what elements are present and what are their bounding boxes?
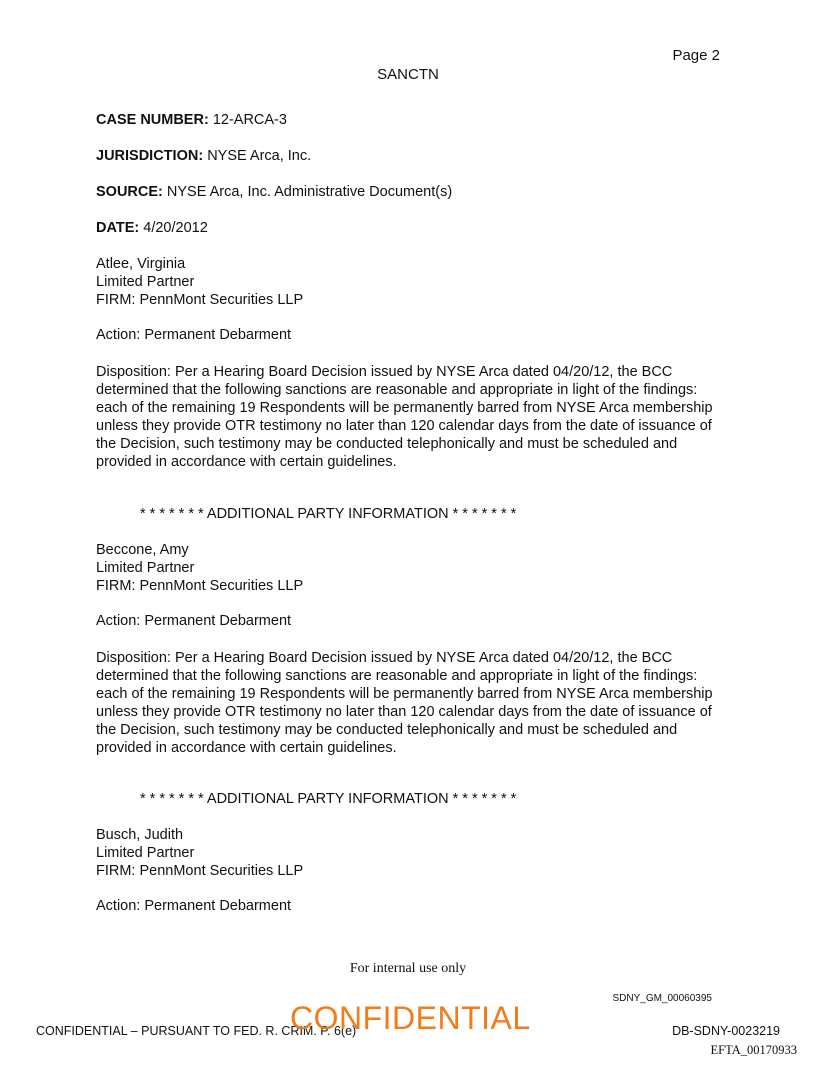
party-block [96, 826, 303, 880]
party-name: Busch, Judith [96, 827, 184, 843]
bates-number-db: DB-SDNY-0023219 [672, 1024, 780, 1038]
efta-number: EFTA_00170933 [710, 1043, 797, 1057]
party-disposition: Disposition: Per a Hearing Board Decision issued by NYSE Arca dated 04/20/12, the BCC determined that the following sanctions are reasonable and appropriate in light of the findings: each of the remaining 19 Respondents will be permanently barred from NYSE Arca membership unless they provide OTR testimony no later than 120 calendar days from the date of issuance of the Decision, such testimony may be conducted telephonically and must be scheduled and provided in accordance with certain guidelines. [96, 364, 713, 470]
jurisdiction-value: NYSE Arca, Inc. [207, 148, 312, 164]
date-label: DATE: [96, 220, 140, 236]
party-firm: FIRM: PennMont Securities LLP [96, 578, 304, 594]
jurisdiction-field [96, 148, 311, 164]
case-number-field [96, 112, 287, 128]
bates-number-sdny-gm: SDNY_GM_00060395 [612, 993, 712, 1004]
additional-party-separator: * * * * * * * ADDITIONAL PARTY INFORMATION * * * * * * * [140, 791, 517, 807]
internal-use-notice: For internal use only [349, 961, 467, 976]
party-block [96, 255, 303, 309]
party-disposition: Disposition: Per a Hearing Board Decision issued by NYSE Arca dated 04/20/12, the BCC determined that the following sanctions are reasonable and appropriate in light of the findings: each of the remaining 19 Respondents will be permanently barred from NYSE Arca membership unless they provide OTR testimony no later than 120 calendar days from the date of issuance of the Decision, such testimony may be conducted telephonically and must be scheduled and provided in accordance with certain guidelines. [96, 650, 713, 756]
party-role: Limited Partner [96, 845, 195, 861]
source-value: NYSE Arca, Inc. Administrative Document(s) [166, 184, 453, 200]
party-role: Limited Partner [96, 560, 195, 576]
party-action: Action: Permanent Debarment [96, 898, 292, 914]
party-role: Limited Partner [96, 274, 195, 290]
additional-party-separator: * * * * * * * ADDITIONAL PARTY INFORMATION * * * * * * * [140, 506, 517, 522]
source-label: SOURCE: [96, 184, 163, 200]
case-number-value: 12-ARCA-3 [212, 112, 287, 128]
confidential-legend: CONFIDENTIAL – PURSUANT TO FED. R. CRIM. P. 6(e) [36, 1024, 357, 1038]
party-block [96, 541, 303, 595]
confidential-stamp: CONFIDENTIAL [290, 1000, 531, 1036]
party-name: Beccone, Amy [96, 542, 189, 558]
jurisdiction-label: JURISDICTION: [96, 148, 204, 164]
date-value: 4/20/2012 [143, 220, 208, 236]
party-firm: FIRM: PennMont Securities LLP [96, 863, 304, 879]
party-firm: FIRM: PennMont Securities LLP [96, 292, 304, 308]
party-action: Action: Permanent Debarment [96, 327, 292, 343]
page-number: Page 2 [672, 47, 720, 64]
source-field [96, 184, 452, 200]
header-code: SANCTN [377, 66, 439, 83]
date-field [96, 220, 208, 236]
case-number-label: CASE NUMBER: [96, 112, 209, 128]
party-action: Action: Permanent Debarment [96, 613, 292, 629]
party-name: Atlee, Virginia [96, 256, 186, 272]
